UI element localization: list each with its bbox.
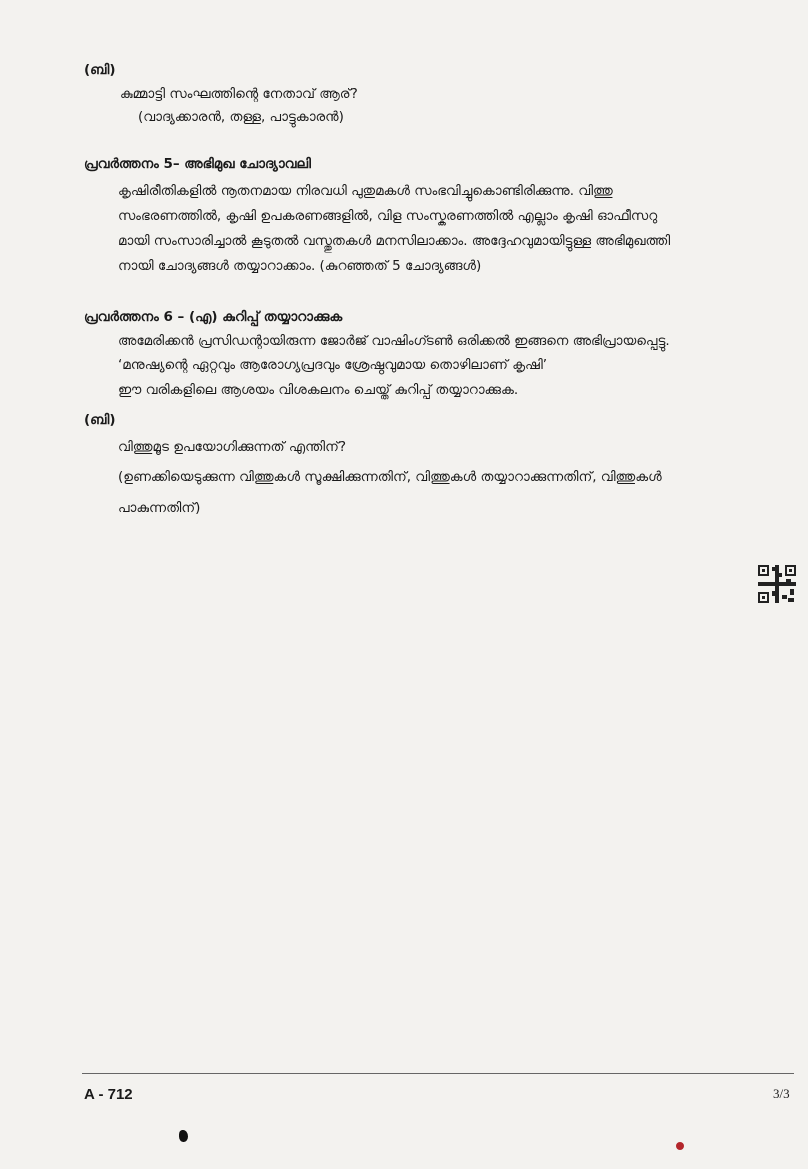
qr-code-icon (758, 565, 796, 603)
red-ink-spot (676, 1142, 684, 1150)
ink-mark (179, 1130, 188, 1142)
activity-6-text-line-1: അമേരിക്കൻ പ്രസിഡന്റായിരുന്ന ജോർജ് വാഷിംഗ്ടൺ ഒരിക്കൽ ഇങ്ങനെ അഭിപ്രായപ്പെട്ടു. (118, 333, 670, 349)
activity-6-quote: ‘മനുഷ്യന്റെ ഏറ്റവും ആരോഗ്യപ്രദവും ശ്രേഷ്ഠവുമായ തൊഴിലാണ് കൃഷി’ (118, 357, 548, 373)
page-number: 3/3 (773, 1086, 790, 1101)
activity-5-heading: പ്രവർത്തനം 5– അഭിമുഖ ചോദ്യാവലി (84, 156, 311, 172)
activity-5-text-line-4: നായി ചോദ്യങ്ങൾ തയ്യാറാക്കാം. (കുറഞ്ഞത് 5 ചോദ്യങ്ങൾ) (118, 258, 482, 274)
activity-5-text-line-2: സംഭരണത്തിൽ, കൃഷി ഉപകരണങ്ങളിൽ, വിള സംസ്കരണത്തിൽ എല്ലാം കൃഷി ഓഫീസറു (118, 208, 658, 224)
options-seed-cover-line-1: (ഉണക്കിയെടുക്കുന്ന വിത്തുകൾ സൂക്ഷിക്കുന്നതിന്, വിത്തുകൾ തയ്യാറാക്കുന്നതിന്, വിത്തുകൾ (118, 469, 662, 485)
section-b-label: (ബി) (84, 62, 116, 78)
options-kummatti: (വാദ്യക്കാരൻ, തള്ള, പാട്ടുകാരൻ) (138, 109, 344, 125)
activity-5-text-line-3: മായി സംസാരിച്ചാൽ കൂടുതൽ വസ്തുതകൾ മനസിലാക്കാം. അദ്ദേഹവുമായിട്ടുള്ള അഭിമുഖത്തി (118, 233, 671, 249)
footer-divider (82, 1073, 794, 1074)
options-seed-cover-line-2: പാകുന്നതിന്) (118, 500, 201, 516)
paper-code: A - 712 (84, 1086, 133, 1103)
section-b-label-2: (ബി) (84, 412, 116, 428)
question-seed-cover: വിത്തുമൂട ഉപയോഗിക്കുന്നത് എന്തിന്? (118, 439, 347, 455)
activity-6-heading: പ്രവർത്തനം 6 – (എ) കുറിപ്പ് തയ്യാറാക്കുക (84, 309, 343, 325)
activity-6-instruction: ഈ വരികളിലെ ആശയം വിശകലനം ചെയ്ത് കുറിപ്പ് തയ്യാറാക്കുക. (118, 382, 519, 398)
question-kummatti: കുമ്മാട്ടി സംഘത്തിന്റെ നേതാവ് ആര്? (120, 86, 358, 102)
activity-5-text-line-1: കൃഷിരീതികളിൽ നൂതനമായ നിരവധി പുതുമകൾ സംഭവിച്ചുകൊണ്ടിരിക്കുന്നു. വിത്തു (118, 183, 613, 199)
